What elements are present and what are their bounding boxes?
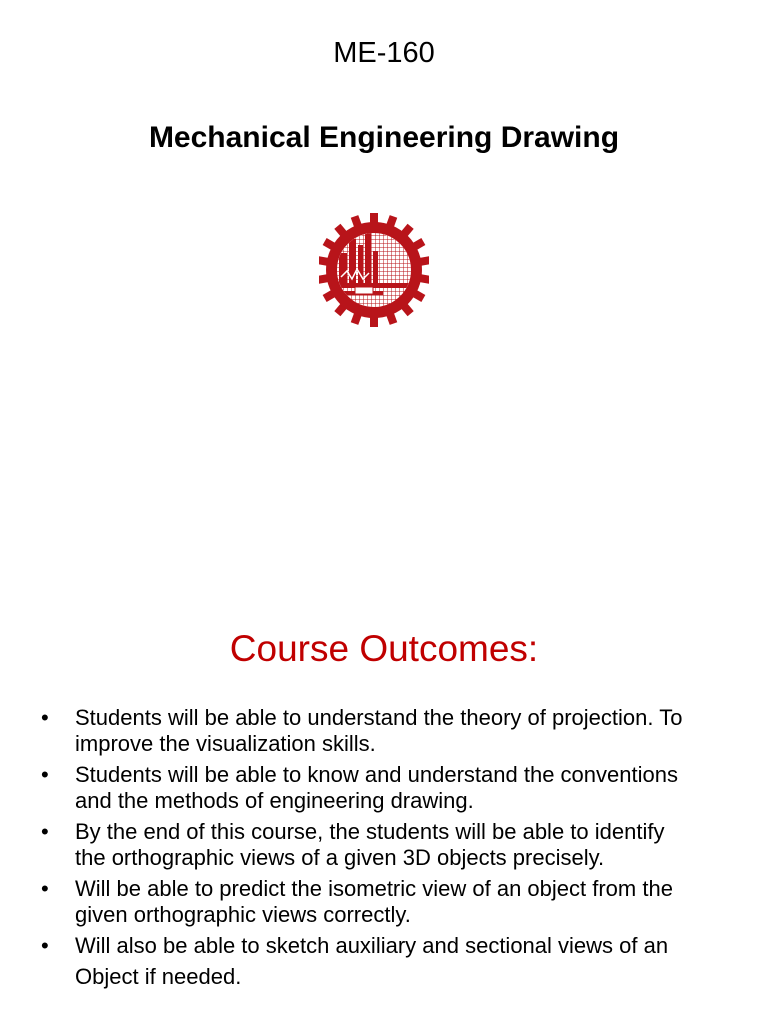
outcome-text: Object if needed.	[75, 964, 242, 989]
university-logo-icon	[319, 211, 429, 329]
bullet-icon: •	[41, 819, 49, 844]
bullet-icon: •	[41, 933, 49, 958]
outcomes-heading: Course Outcomes:	[229, 628, 539, 669]
outcome-item	[41, 933, 701, 959]
outcome-item	[41, 705, 701, 757]
outcome-item	[41, 876, 701, 928]
outcome-item-continued	[41, 964, 701, 990]
outcome-text: Students will be able to understand the theory of projection. To improve the visualization skills.	[75, 705, 683, 756]
course-title: Mechanical Engineering Drawing	[148, 121, 620, 154]
outcome-text: By the end of this course, the students will be able to identify the orthographic views of a given 3D objects precisely.	[75, 819, 665, 870]
bullet-icon: •	[41, 705, 49, 730]
course-code: ME-160	[333, 37, 435, 69]
outcomes-list	[41, 705, 701, 995]
bullet-icon: •	[41, 876, 49, 901]
bullet-icon: •	[41, 762, 49, 787]
outcome-text: Will be able to predict the isometric view of an object from the given orthographic views correctly.	[75, 876, 673, 927]
outcome-text: Students will be able to know and understand the conventions and the methods of engineering drawing.	[75, 762, 678, 813]
outcome-item	[41, 819, 701, 871]
outcome-text: Will also be able to sketch auxiliary and sectional views of an	[75, 933, 669, 958]
outcome-item	[41, 762, 701, 814]
